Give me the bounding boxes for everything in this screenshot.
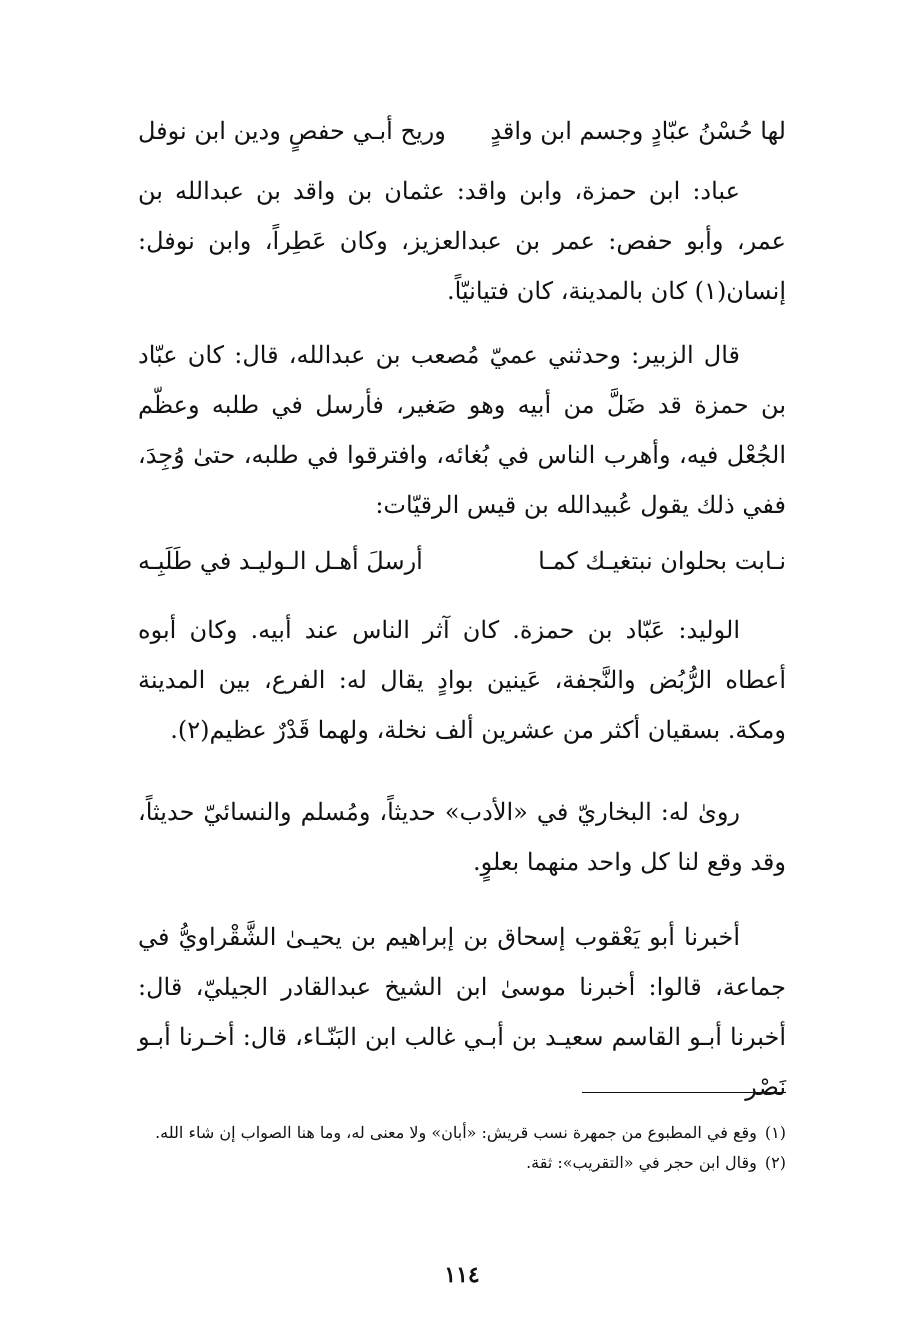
paragraph-2 xyxy=(138,330,786,530)
footnote-separator xyxy=(582,1092,786,1093)
paragraph-3 xyxy=(138,605,786,755)
footnote-2-text: وقال ابن حجر في «التقريب»: ثقة. xyxy=(526,1153,757,1172)
paragraph-1 xyxy=(138,166,786,316)
paragraph-2-text: قال الزبير: وحدثني عميّ مُصعب بن عبدالله، قال: كان عبّاد بن حمزة قد ضَلَّ من أبيه وهو صَغير، فأرسل في طلبه وعظّم الجُعْل فيه، وأهرب الناس في بُغائه، وافترقوا في طلبه، حتىٰ وُجِدَ، ففي ذلك يقول عُبيدالله بن قيس الرقيّات: xyxy=(138,341,787,519)
page-number: ١١٤ xyxy=(444,1262,480,1288)
verse-1-second-hemistich: وريح أبـي حفصٍ ودين ابن نوفل xyxy=(138,117,446,145)
footnote-1-mark: (١) xyxy=(764,1123,786,1142)
footnotes xyxy=(132,1118,786,1178)
verse-2-second-hemistich: أرسلَ أهـل الـوليـد في طَلَبِـه xyxy=(138,547,423,575)
verse-2-first-hemistich: نـابت بحلوان نبتغيـك كمـا xyxy=(538,547,786,575)
paragraph-1-text: عباد: ابن حمزة، وابن واقد: عثمان بن واقد بن عبدالله بن عمر، وأبو حفص: عمر بن عبدالعزيز، وكان عَطِراً، وابن نوفل: إنسان(١) كان بالمدينة، كان فتيانيّاً. xyxy=(138,177,786,305)
verse-1-first-hemistich: لها حُسْنُ عبّادٍ وجسم ابن واقدٍ xyxy=(490,117,786,145)
paragraph-5 xyxy=(138,912,786,1112)
verse-line-2 xyxy=(138,541,786,581)
paragraph-3-text: الوليد: عَبّاد بن حمزة. كان آثر الناس عند أبيه. وكان أبوه أعطاه الرُّبُض والنَّجفة، عَينين بوادٍ يقال له: الفرع، بين المدينة ومكة. بسقيان أكثر من عشرين ألف نخلة، ولهما قَدْرٌ عظيم(٢). xyxy=(138,616,786,744)
paragraph-4 xyxy=(138,787,786,887)
footnote-1 xyxy=(132,1118,786,1148)
footnote-2 xyxy=(132,1148,786,1178)
footnote-1-text: وقع في المطبوع من جمهرة نسب قريش: «أبان» ولا معنى له، وما هنا الصواب إن شاء الله. xyxy=(155,1123,757,1142)
paragraph-4-text: رویٰ له: البخاريّ في «الأدب» حديثاً، ومُسلم والنسائيّ حديثاً، وقد وقع لنا كل واحد منهما بعلوٍ. xyxy=(138,798,786,876)
footnote-2-mark: (٢) xyxy=(764,1153,786,1172)
verse-line-1 xyxy=(138,111,786,151)
paragraph-5-text: أخبرنا أبو يَعْقوب إسحاق بن إبراهيم بن يحيـىٰ الشَّقْراويُّ في جماعة، قالوا: أخبرنا موسىٰ ابن الشيخ عبدالقادر الجيليّ، قال: أخبرنا أبـو القاسم سعيـد بن أبـي غالب ابن البَنّـاء، قال: أخـرنا أبـو نَصْر xyxy=(138,923,786,1101)
